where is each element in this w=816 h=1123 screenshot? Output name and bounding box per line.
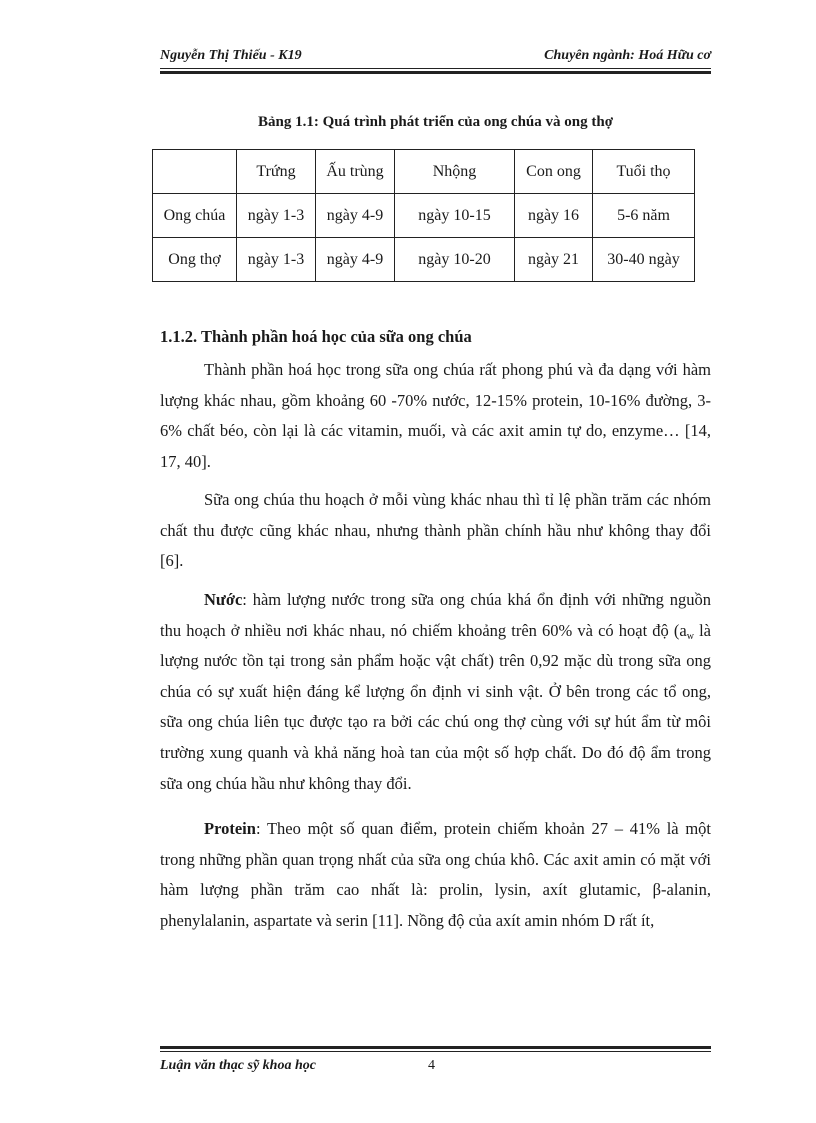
paragraph-text: Thành phần hoá học trong sữa ong chúa rất phong phú và đa dạng với hàm lượng khác nhau, gồm khoảng 60 -70% nước, 12-15% protein, 10-16% đường, 3-6% chất béo, còn lại là các vitamin, muối, và các axit amin tự do, enzyme… [14, 17, 40].: [160, 360, 711, 471]
header-author: Nguyễn Thị Thiếu - K19: [160, 48, 302, 63]
page-number: 4: [428, 1058, 435, 1073]
table-cell: ngày 4-9: [316, 238, 395, 282]
table-row: [153, 238, 695, 282]
header-rule-thin: [160, 68, 711, 69]
paragraph-protein: [160, 814, 711, 936]
table-header-cell: Ấu trùng: [316, 150, 395, 194]
table-caption: Bảng 1.1: Quá trình phát triển của ong chúa và ong thợ: [257, 114, 614, 130]
footer-rule-thin: [160, 1051, 711, 1052]
table-cell: ngày 21: [515, 238, 593, 282]
table-cell: ngày 16: [515, 194, 593, 238]
paragraph-2: [160, 485, 711, 577]
header-major: Chuyên ngành: Hoá Hữu cơ: [544, 48, 711, 63]
paragraph-text: : Theo một số quan điểm, protein chiếm khoản 27 – 41% là một trong những phần quan trọng nhất của sữa ong chúa khô. Các axit amin có mặt với hàm lượng phần trăm cao nhất là: prolin, lysin, axít glutamic, β-alanin, phenylalanin, aspartate và serin [11]. Nồng độ của axít amin nhóm D rất ít,: [160, 819, 711, 930]
development-table: [152, 149, 695, 282]
table-cell: Ong thợ: [153, 238, 237, 282]
table-cell: Ong chúa: [153, 194, 237, 238]
table-cell: ngày 4-9: [316, 194, 395, 238]
subscript-w: w: [686, 630, 694, 642]
table-row: [153, 194, 695, 238]
paragraph-text: Sữa ong chúa thu hoạch ở mỗi vùng khác nhau thì tỉ lệ phần trăm các nhóm chất thu được cũng khác nhau, nhưng thành phần chính hầu như không thay đổi [6].: [160, 490, 711, 571]
footer-title: Luận văn thạc sỹ khoa học: [160, 1058, 316, 1073]
table-header-cell: Con ong: [515, 150, 593, 194]
table-cell: 30-40 ngày: [593, 238, 695, 282]
table-header-cell: Trứng: [237, 150, 316, 194]
table-cell: 5-6 năm: [593, 194, 695, 238]
paragraph-water: [160, 585, 711, 799]
section-heading: 1.1.2. Thành phần hoá học của sữa ong chúa: [160, 327, 472, 346]
paragraph-1: [160, 355, 711, 477]
table-header-cell: Tuổi thọ: [593, 150, 695, 194]
table-cell: ngày 1-3: [237, 238, 316, 282]
footer-rule-thick: [160, 1046, 711, 1049]
table-header-row: [153, 150, 695, 194]
table-cell: [153, 150, 237, 194]
paragraph-text: là lượng nước tồn tại trong sản phẩm hoặc vật chất) trên 0,92 mặc dù trong sữa ong chúa có sự xuất hiện đáng kể lượng ổn định vi sinh vật. Ở bên trong các tổ ong, sữa ong chúa liên tục được tạo ra bởi các chú ong thợ cùng với sự hút ẩm từ môi trường xung quanh và khả năng hoà tan của một số hợp chất. Do đó độ ẩm trong sữa ong chúa hầu như không thay đổi.: [160, 620, 711, 793]
page-header: [160, 48, 711, 68]
table-cell: ngày 10-20: [395, 238, 515, 282]
term-protein: Protein: [204, 819, 256, 838]
table-header-cell: Nhộng: [395, 150, 515, 194]
term-water: Nước: [204, 590, 243, 609]
table-cell: ngày 1-3: [237, 194, 316, 238]
table-cell: ngày 10-15: [395, 194, 515, 238]
header-rule-thick: [160, 71, 711, 74]
paragraph-text: : hàm lượng nước trong sữa ong chúa khá ổn định với những nguồn thu hoạch ở nhiều nơi khác nhau, nó chiếm khoảng trên 60% và có hoạt độ (a: [160, 590, 711, 640]
